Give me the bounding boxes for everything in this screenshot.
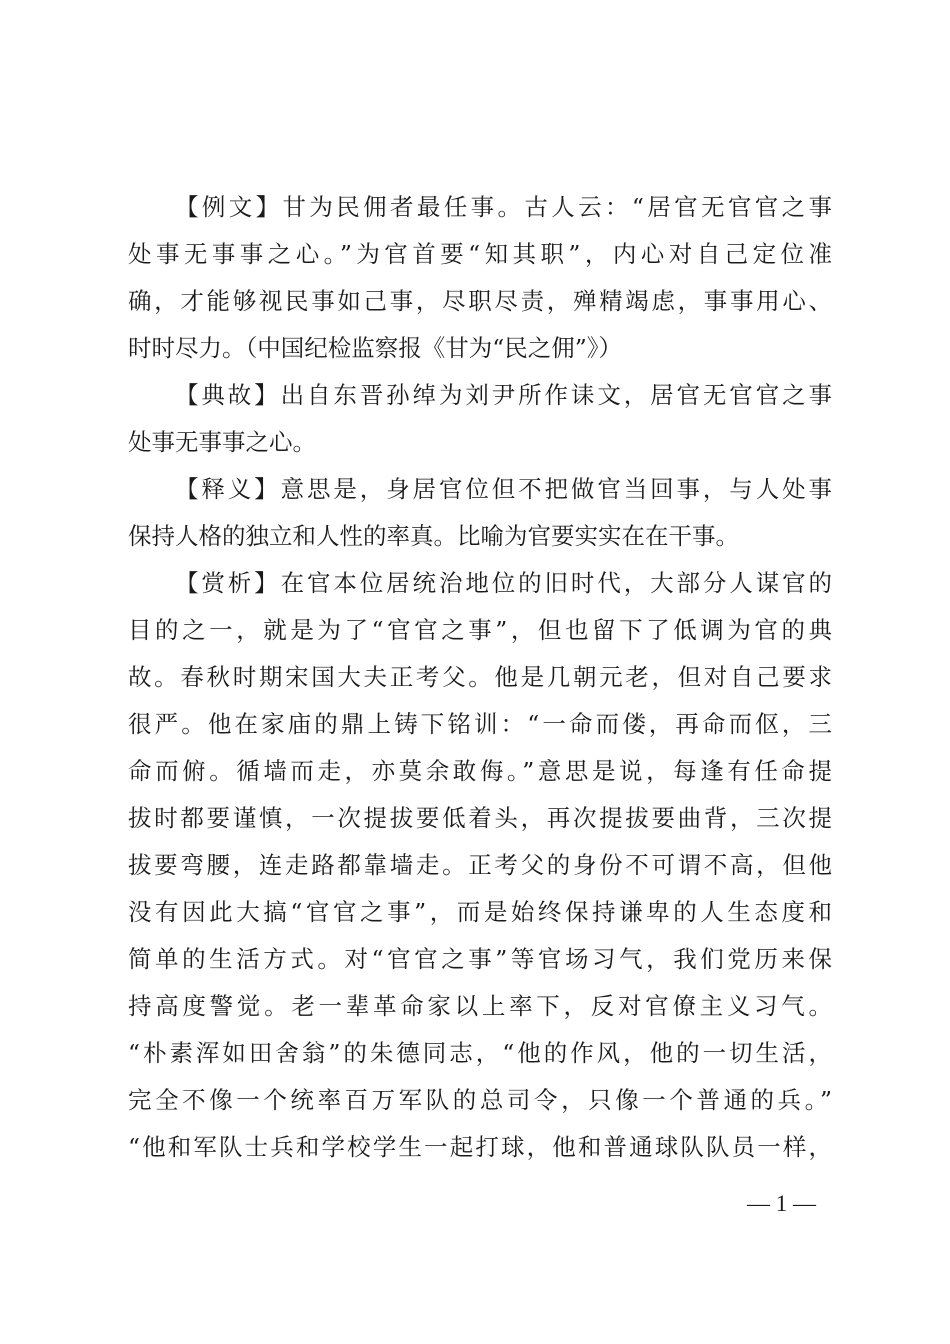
text-line: “他和军队士兵和学校学生一起打球，他和普通球队队员一样， [128, 1133, 832, 1161]
text-line: 【释义】意思是，身居官位但不把做官当回事，与人处事 [175, 475, 832, 503]
text-line: 命而俯。循墙而走，亦莫余敢侮。”意思是说，每逢有任命提 [128, 757, 832, 785]
text-line: 拔要弯腰，连走路都靠墙走。正考父的身份不可谓不高，但他 [128, 851, 832, 879]
text-line: 完全不像一个统率百万军队的总司令，只像一个普通的兵。” [128, 1086, 832, 1114]
text-line: 【赏析】在官本位居统治地位的旧时代，大部分人谋官的 [175, 569, 832, 597]
text-line: 持高度警觉。老一辈革命家以上率下，反对官僚主义习气。 [128, 992, 832, 1020]
text-line: “朴素浑如田舍翁”的朱德同志，“他的作风，他的一切生活， [128, 1039, 832, 1067]
text-line: 处事无事事之心。”为官首要“知其职”，内心对自己定位准 [128, 240, 832, 268]
text-line: 【例文】甘为民佣者最任事。古人云：“居官无官官之事 [175, 193, 832, 221]
text-line: 简单的生活方式。对“官官之事”等官场习气，我们党历来保 [128, 945, 832, 973]
text-line: 【典故】出自东晋孙绰为刘尹所作诔文，居官无官官之事 [175, 381, 832, 409]
text-line: 拔时都要谨慎，一次提拔要低着头，再次提拔要曲背，三次提 [128, 804, 832, 832]
body-text [128, 184, 832, 1171]
text-line: 没有因此大搞“官官之事”，而是始终保持谦卑的人生态度和 [128, 898, 832, 926]
text-line: 故。春秋时期宋国大夫正考父。他是几朝元老，但对自己要求 [128, 663, 832, 691]
text-line: 很严。他在家庙的鼎上铸下铭训：“一命而偻，再命而伛，三 [128, 710, 832, 738]
text-line: 时时尽力。（中国纪检监察报《甘为“民之佣”》） [128, 334, 623, 362]
text-line: 目的之一，就是为了“官官之事”，但也留下了低调为官的典 [128, 616, 832, 644]
text-line: 保持人格的独立和人性的率真。比喻为官要实实在在干事。 [128, 522, 739, 550]
text-line: 处事无事事之心。 [128, 428, 316, 456]
page-number: — 1 — [747, 1191, 816, 1216]
text-line: 确，才能够视民事如己事，尽职尽责，殚精竭虑，事事用心、 [128, 287, 832, 315]
